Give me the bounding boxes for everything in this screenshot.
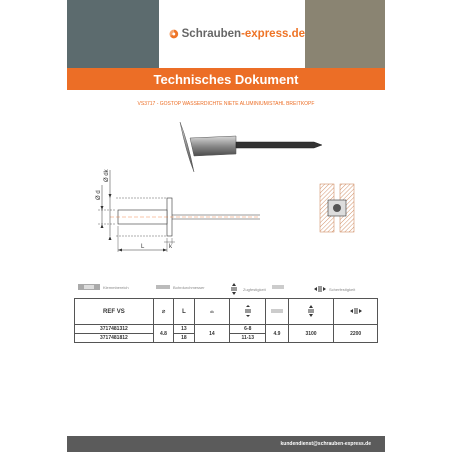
tensile-strength-icon bbox=[306, 305, 316, 317]
table-row bbox=[75, 325, 378, 334]
label-d: Ø d bbox=[96, 190, 102, 200]
grip-range-icon bbox=[78, 283, 100, 291]
col-grip bbox=[230, 299, 266, 325]
banner-photo-right bbox=[305, 0, 385, 68]
legend-item bbox=[156, 283, 205, 291]
cell-tensile: 3100 bbox=[288, 325, 334, 343]
col-ref: REF VS bbox=[75, 299, 154, 325]
property-legend bbox=[78, 283, 378, 297]
grip-range-icon bbox=[243, 305, 253, 317]
header-banner bbox=[67, 0, 385, 68]
spec-table bbox=[74, 298, 378, 343]
col-dk: dk bbox=[194, 299, 230, 325]
head-diameter-icon bbox=[272, 283, 284, 291]
legend-item bbox=[228, 283, 266, 295]
label-k: k bbox=[169, 244, 172, 250]
legend-label: Bohrdurchmesser bbox=[173, 284, 205, 290]
technical-drawing bbox=[80, 110, 260, 260]
cell-diameter: 4.8 bbox=[153, 325, 173, 343]
drill-diameter-icon bbox=[156, 283, 170, 291]
cell-shear: 2200 bbox=[334, 325, 378, 343]
drill-diameter-icon bbox=[271, 308, 283, 314]
cell-ref: 3717481812 bbox=[75, 334, 154, 343]
cell-drill: 4.9 bbox=[266, 325, 289, 343]
cell-ref: 3717481312 bbox=[75, 325, 154, 334]
legend-label: Scherfestigkeit bbox=[329, 286, 356, 292]
col-drill bbox=[266, 299, 289, 325]
tensile-strength-icon bbox=[228, 283, 240, 295]
legend-item bbox=[78, 283, 129, 291]
col-diameter: ⌀ bbox=[153, 299, 173, 325]
label-l: L bbox=[141, 244, 145, 250]
document-title: Technisches Dokument bbox=[67, 68, 385, 90]
section-sketch bbox=[318, 182, 364, 234]
legend-item bbox=[314, 283, 355, 295]
logo-text bbox=[182, 28, 305, 40]
cell-grip: 6-8 bbox=[230, 325, 266, 334]
logo[interactable] bbox=[159, 0, 305, 68]
table-header-row bbox=[75, 299, 378, 325]
logo-icon bbox=[169, 25, 179, 43]
legend-label: Klemmbereich bbox=[103, 284, 129, 290]
cell-grip: 11-13 bbox=[230, 334, 266, 343]
footer bbox=[67, 436, 385, 452]
cell-length: 13 bbox=[174, 325, 194, 334]
col-tensile bbox=[288, 299, 334, 325]
logo-suffix: -express.de bbox=[241, 28, 305, 40]
col-shear bbox=[334, 299, 378, 325]
shear-strength-icon bbox=[350, 306, 362, 316]
legend-item bbox=[272, 283, 284, 291]
banner-photo-left bbox=[67, 0, 159, 68]
legend-label: Zugfestigkeit bbox=[243, 286, 266, 292]
footer-email[interactable]: kundendienst@schrauben-express.de bbox=[280, 441, 371, 447]
shear-strength-icon bbox=[314, 283, 326, 295]
logo-name: Schrauben bbox=[181, 28, 242, 40]
col-length: L bbox=[174, 299, 194, 325]
label-dk: Ø dk bbox=[104, 169, 110, 182]
product-title: VS3717 - GOSTOP WASSERDICHTE NIETE ALUMINIUM/STAHL BREITKOPF bbox=[137, 101, 315, 107]
cell-dk: 14 bbox=[194, 325, 230, 343]
cell-length: 18 bbox=[174, 334, 194, 343]
